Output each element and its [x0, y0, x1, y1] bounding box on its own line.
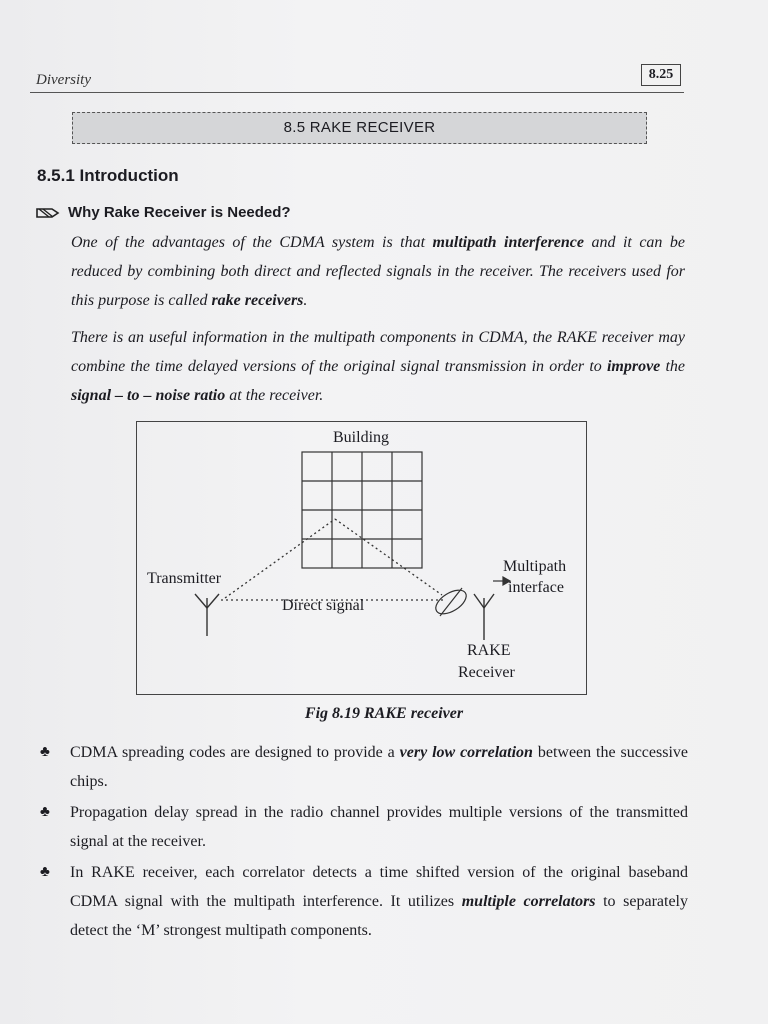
- header-rule: [30, 92, 684, 93]
- pencil-hand-icon: [36, 206, 60, 220]
- receiver-antenna: [474, 594, 494, 640]
- text-run: CDMA spreading codes are designed to provide a: [70, 744, 400, 761]
- building-grid: [302, 452, 422, 568]
- page-number: 8.25: [641, 64, 681, 86]
- bullet-text: [70, 738, 688, 796]
- multipath-arrow: [432, 577, 510, 619]
- transmitter-antenna: [195, 594, 219, 636]
- emphasis-run: rake receivers: [211, 292, 304, 309]
- subsection-title: 8.5.1 Introduction: [37, 166, 179, 185]
- emphasis-run: improve: [606, 358, 661, 375]
- rake-label: RAKE: [467, 642, 511, 659]
- section-title: 8.5 RAKE RECEIVER: [72, 112, 647, 144]
- intro-paragraph-1: [71, 228, 685, 315]
- text-run: and it can be reduced by combining both direct and reflected signals in the receiver. The receivers used for this purpose is called: [71, 234, 686, 309]
- bullet-text: [70, 858, 688, 945]
- emphasis-run: signal – to – noise ratio: [71, 387, 226, 404]
- bullet-item: [40, 858, 688, 945]
- bullet-item: [40, 738, 688, 796]
- emphasis-run: multipath interference: [432, 234, 585, 251]
- emphasis-run: multiple correlators: [461, 893, 596, 910]
- rake-receiver-figure: [136, 421, 587, 695]
- text-run: to separately detect the ‘M’ strongest multipath components.: [70, 893, 688, 939]
- building-label: Building: [333, 429, 390, 446]
- text-run: In RAKE receiver, each correlator detects a time shifted version of the original baseband CDMA signal with the multipath interference. It utilizes: [70, 864, 688, 910]
- intro-paragraph-2: [71, 323, 685, 410]
- why-heading: [36, 204, 291, 221]
- why-heading-text: Why Rake Receiver is Needed?: [68, 204, 291, 221]
- text-run: There is an useful information in the multipath components in CDMA, the RAKE receiver may combine the time delayed versions of the original signal transmission in order to: [71, 329, 685, 375]
- receiver-label: Receiver: [458, 664, 515, 681]
- direct-signal-label: Direct signal: [282, 597, 365, 614]
- running-head: Diversity: [36, 72, 91, 88]
- bullet-item: [40, 798, 688, 856]
- text-run: between the successive chips.: [70, 744, 688, 790]
- club-bullet-icon: ♣: [40, 744, 50, 760]
- interface-label: interface: [508, 579, 564, 596]
- club-bullet-icon: ♣: [40, 804, 50, 820]
- text-run: One of the advantages of the CDMA system is that: [71, 234, 433, 251]
- club-bullet-icon: ♣: [40, 864, 50, 880]
- bullet-text: [70, 798, 688, 856]
- emphasis-run: very low correlation: [399, 744, 533, 761]
- figure-caption: Fig 8.19 RAKE receiver: [304, 705, 464, 722]
- transmitter-label: Transmitter: [147, 570, 222, 587]
- text-run: Propagation delay spread in the radio channel provides multiple versions of the transmitted signal at the receiver.: [70, 804, 688, 850]
- text-run: .: [303, 292, 308, 309]
- text-run: the: [660, 358, 686, 375]
- multipath-label: Multipath: [503, 558, 567, 575]
- reflected-path: [225, 519, 442, 598]
- text-run: at the receiver.: [225, 387, 324, 404]
